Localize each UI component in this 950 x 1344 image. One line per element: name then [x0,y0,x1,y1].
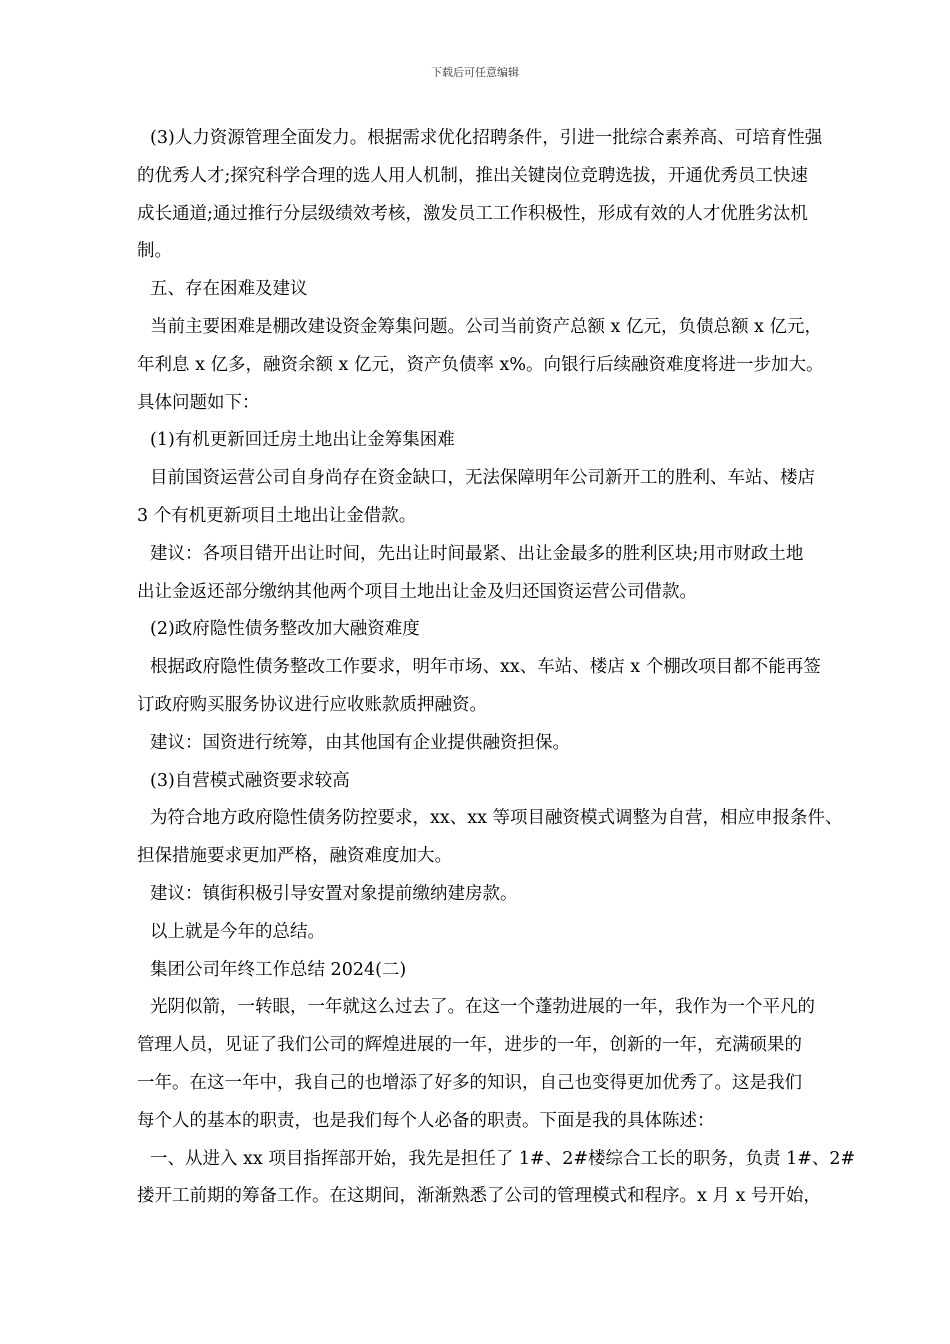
text-line: 的优秀人才;探究科学合理的选人用人机制，推出关键岗位竞聘选拔，开通优秀员工快速 [137,165,808,186]
text-line: 3 个有机更新项目土地出让金借款。 [137,505,417,526]
text-line: 担保措施要求更加严格，融资难度加大。 [137,846,452,867]
text-line: (3)自营模式融资要求较高 [150,770,350,791]
text-line: 制。 [137,241,172,262]
page-header-note: 下载后可任意编辑 [431,66,519,79]
text-line: 订政府购买服务协议进行应收账款质押融资。 [137,694,487,715]
text-line: 光阴似箭，一转眼，一年就这么过去了。在这一个蓬勃进展的一年，我作为一个平凡的 [150,997,815,1018]
text-line: 一年。在这一年中，我自己的也增添了好多的知识，自己也变得更加优秀了。这是我们 [137,1072,802,1093]
text-line: 成长通道;通过推行分层级绩效考核，激发员工工作积极性，形成有效的人才优胜劣汰机 [137,203,808,224]
text-line: 搂开工前期的筹备工作。在这期间，渐渐熟悉了公司的管理模式和程序。x 月 x 号开始， [137,1186,821,1207]
text-line: 当前主要困难是棚改建设资金筹集问题。公司当前资产总额 x 亿元，负债总额 x 亿元， [150,316,822,337]
text-line: 管理人员，见证了我们公司的辉煌进展的一年，进步的一年，创新的一年，充满硕果的 [137,1035,802,1056]
text-line: 为符合地方政府隐性债务防控要求，xx、xx 等项目融资模式调整为自营，相应申报条件、 [150,808,843,829]
text-line: 目前国资运营公司自身尚存在资金缺口，无法保障明年公司新开工的胜利、车站、楼店 [150,468,815,489]
text-line: 建议：国资进行统筹，由其他国有企业提供融资担保。 [150,732,570,753]
text-line: (2)政府隐性债务整改加大融资难度 [150,619,420,640]
text-line: 集团公司年终工作总结 2024(二) [150,959,407,980]
text-line: 建议：各项目错开出让时间，先出让时间最紧、出让金最多的胜利区块;用市财政土地 [150,543,804,564]
text-line: 根据政府隐性债务整改工作要求，明年市场、xx、车站、楼店 x 个棚改项目都不能再签 [150,657,821,678]
text-line: 每个人的基本的职责，也是我们每个人必备的职责。下面是我的具体陈述： [137,1110,715,1131]
text-line: 以上就是今年的总结。 [150,921,325,942]
text-line: (3)人力资源管理全面发力。根据需求优化招聘条件，引进一批综合素养高、可培育性强 [150,128,823,148]
text-line: 年利息 x 亿多，融资余额 x 亿元，资产负债率 x%。向银行后续融资难度将进一步加大。 [137,354,824,375]
text-line: 建议：镇街积极引导安置对象提前缴纳建房款。 [150,883,518,904]
text-line: (1)有机更新回迁房土地出让金筹集困难 [150,430,455,451]
text-line: 一、从进入 xx 项目指挥部开始，我先是担任了 1#、2#楼综合工长的职务，负责 1#、2# [150,1148,856,1169]
document-body [137,120,897,1216]
text-line: 具体问题如下： [137,392,260,413]
text-line: 出让金返还部分缴纳其他两个项目土地出让金及归还国资运营公司借款。 [137,581,697,602]
text-line: 五、存在困难及建议 [150,279,308,300]
